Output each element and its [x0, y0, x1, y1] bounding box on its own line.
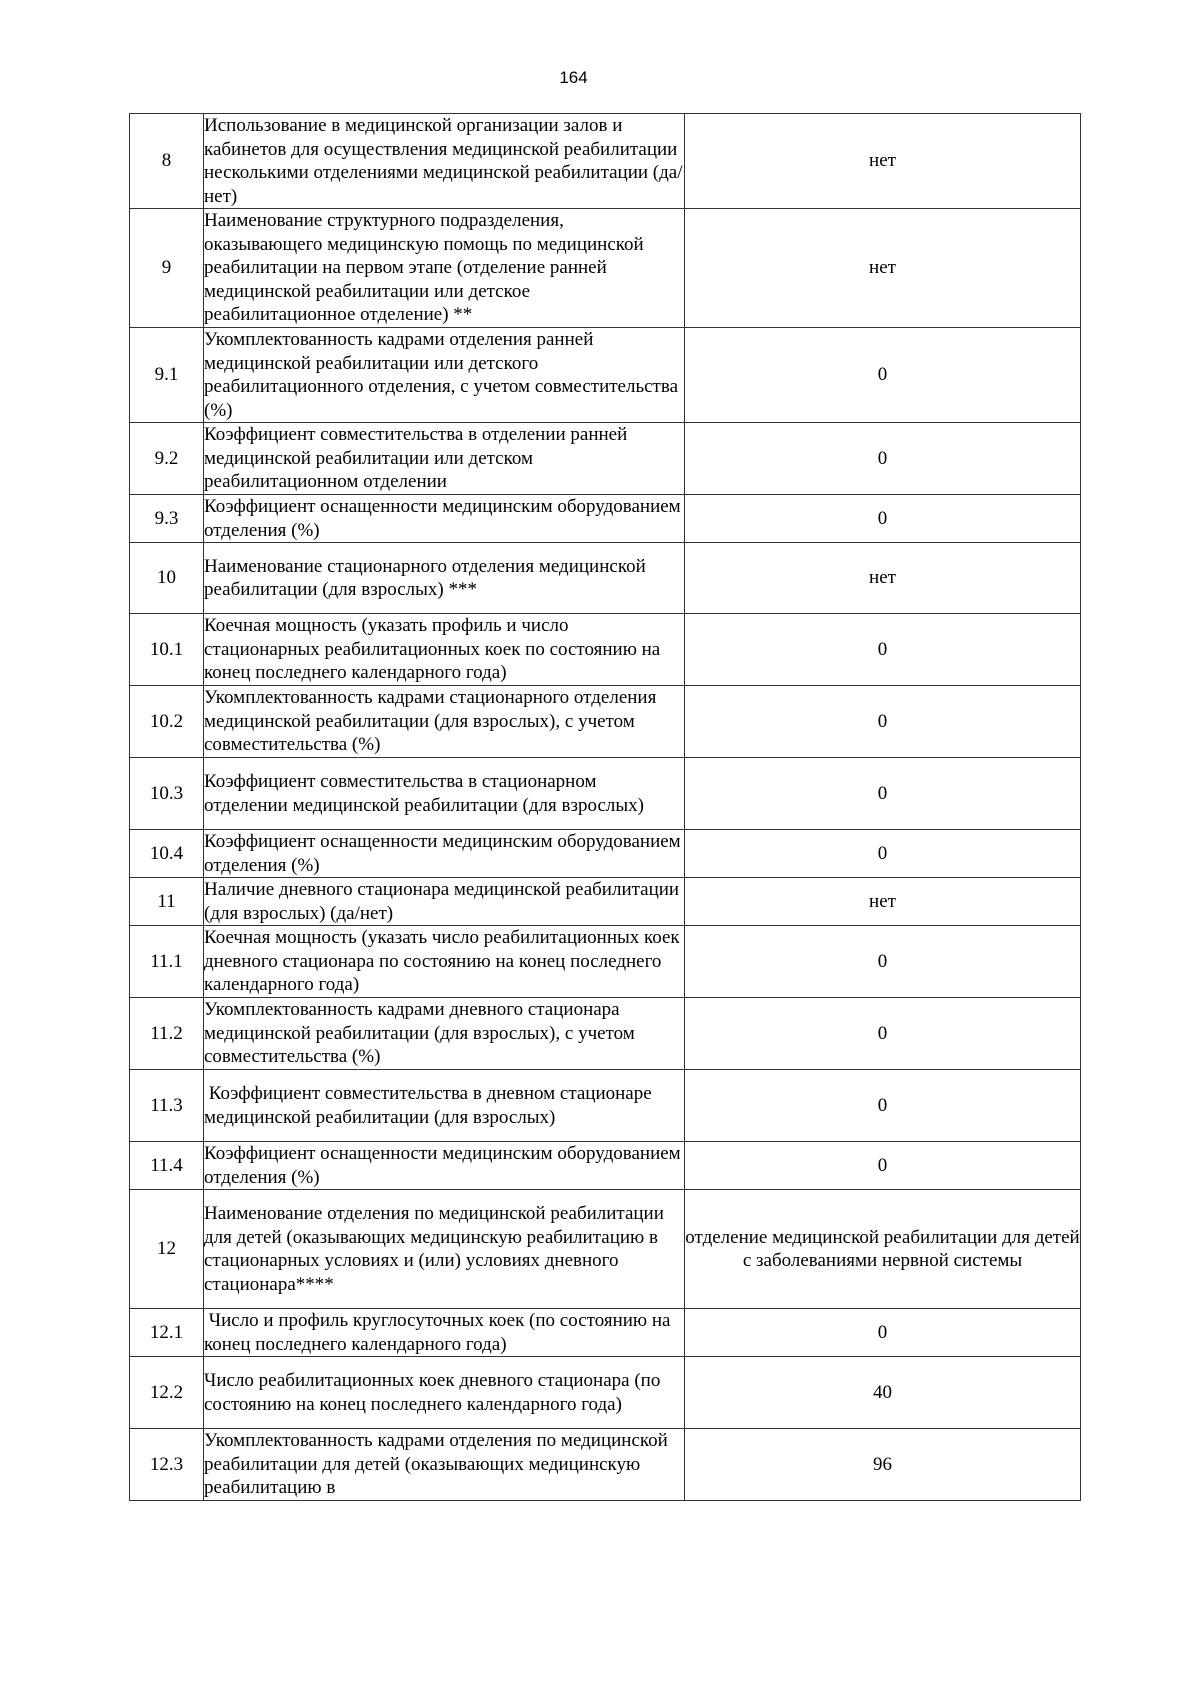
row-description: Коэффициент совместительства в отделении ранней медицинской реабилитации или детском реабилитационном отделении	[204, 423, 685, 495]
table-row	[130, 543, 1081, 614]
table-row	[130, 998, 1081, 1070]
row-value: 0	[685, 758, 1081, 830]
row-description: Число реабилитационных коек дневного стационара (по состоянию на конец последнего календарного года)	[204, 1357, 685, 1429]
row-number: 11.4	[130, 1142, 204, 1190]
row-number: 12.3	[130, 1429, 204, 1501]
rehabilitation-indicators-table	[129, 113, 1081, 1501]
row-value: 0	[685, 614, 1081, 686]
row-description: Коечная мощность (указать профиль и число стационарных реабилитационных коек по состоянию на конец последнего календарного года)	[204, 614, 685, 686]
row-number: 12	[130, 1190, 204, 1309]
row-description: Наличие дневного стационара медицинской реабилитации (для взрослых) (да/нет)	[204, 878, 685, 926]
row-description: Коэффициент оснащенности медицинским оборудованием отделения (%)	[204, 830, 685, 878]
row-number: 11.1	[130, 926, 204, 998]
table-row	[130, 614, 1081, 686]
row-number: 10	[130, 543, 204, 614]
table-row	[130, 830, 1081, 878]
row-description: Укомплектованность кадрами отделения ранней медицинской реабилитации или детского реабилитационного отделения, с учетом совместительства (%)	[204, 328, 685, 423]
row-number: 10.2	[130, 686, 204, 758]
table-row	[130, 1429, 1081, 1501]
row-value: 0	[685, 495, 1081, 543]
row-value: 0	[685, 686, 1081, 758]
row-value: 0	[685, 328, 1081, 423]
row-number: 10.1	[130, 614, 204, 686]
table-row	[130, 495, 1081, 543]
row-description: Наименование стационарного отделения медицинской реабилитации (для взрослых) ***	[204, 543, 685, 614]
row-value: нет	[685, 209, 1081, 328]
row-value: нет	[685, 114, 1081, 209]
table-row	[130, 1142, 1081, 1190]
table-row	[130, 423, 1081, 495]
table-row	[130, 1070, 1081, 1142]
row-number: 9.2	[130, 423, 204, 495]
row-description: Коечная мощность (указать число реабилитационных коек дневного стационара по состоянию на конец последнего календарного года)	[204, 926, 685, 998]
row-value: отделение медицинской реабилитации для детей с заболеваниями нервной системы	[685, 1190, 1081, 1309]
row-number: 10.3	[130, 758, 204, 830]
row-value: 96	[685, 1429, 1081, 1501]
table-row	[130, 686, 1081, 758]
table-row	[130, 926, 1081, 998]
row-value: нет	[685, 543, 1081, 614]
row-number: 8	[130, 114, 204, 209]
row-number: 12.1	[130, 1309, 204, 1357]
table-row	[130, 328, 1081, 423]
row-value: 0	[685, 423, 1081, 495]
row-description: Укомплектованность кадрами дневного стационара медицинской реабилитации (для взрослых), с учетом совместительства (%)	[204, 998, 685, 1070]
table-row	[130, 1190, 1081, 1309]
row-value: 0	[685, 830, 1081, 878]
row-number: 10.4	[130, 830, 204, 878]
row-value: нет	[685, 878, 1081, 926]
row-description: Коэффициент оснащенности медицинским оборудованием отделения (%)	[204, 495, 685, 543]
row-value: 0	[685, 998, 1081, 1070]
row-description: Коэффициент совместительства в дневном стационаре медицинской реабилитации (для взрослых)	[204, 1070, 685, 1142]
row-value: 0	[685, 926, 1081, 998]
row-description: Использование в медицинской организации залов и кабинетов для осуществления медицинской реабилитации несколькими отделениями медицинской реабилитации (да/нет)	[204, 115, 683, 207]
row-description: Коэффициент оснащенности медицинским оборудованием отделения (%)	[204, 1142, 685, 1190]
row-description: Коэффициент совместительства в стационарном отделении медицинской реабилитации (для взрослых)	[204, 758, 685, 830]
row-number: 9.1	[130, 328, 204, 423]
row-value: 0	[685, 1142, 1081, 1190]
row-number: 11	[130, 878, 204, 926]
row-description: Наименование отделения по медицинской реабилитации для детей (оказывающих медицинскую реабилитацию в стационарных условиях и (или) условиях дневного стационара****	[204, 1190, 685, 1309]
row-number: 11.2	[130, 998, 204, 1070]
row-value: 0	[685, 1070, 1081, 1142]
table-row	[130, 878, 1081, 926]
row-number: 12.2	[130, 1357, 204, 1429]
page-number: 164	[559, 68, 588, 87]
table-row	[130, 1357, 1081, 1429]
row-description: Укомплектованность кадрами отделения по медицинской реабилитации для детей (оказывающих медицинскую реабилитацию в	[204, 1429, 685, 1501]
row-description: Число и профиль круглосуточных коек (по состоянию на конец последнего календарного года)	[204, 1309, 685, 1357]
row-description: Укомплектованность кадрами стационарного отделения медицинской реабилитации (для взрослых), с учетом совместительства (%)	[204, 686, 685, 758]
table-row	[130, 209, 1081, 328]
row-value: 40	[685, 1357, 1081, 1429]
row-description: Наименование структурного подразделения, оказывающего медицинскую помощь по медицинской реабилитации на первом этапе (отделение ранней медицинской реабилитации или детское реабилитационное отделение) **	[204, 209, 685, 328]
table-row	[130, 1309, 1081, 1357]
row-number: 9	[130, 209, 204, 328]
row-value: 0	[685, 1309, 1081, 1357]
table-row	[130, 114, 1081, 209]
table-row	[130, 758, 1081, 830]
row-number: 11.3	[130, 1070, 204, 1142]
row-number: 9.3	[130, 495, 204, 543]
